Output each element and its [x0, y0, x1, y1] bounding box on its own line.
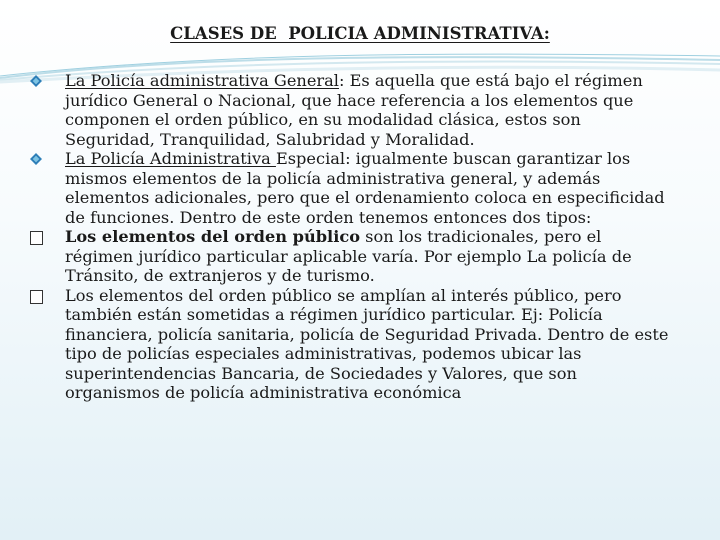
item-text: Especial: igualmente buscan garantizar los mismos elementos de la policía administrativa general, y además elementos adicionales, pero que el ordenamiento coloca en especificidad de funciones. Dentro de este orden tenemos entonces dos tipos: — [65, 149, 665, 227]
page-title-text: CLASES DE POLICIA ADMINISTRATIVA: — [170, 24, 550, 43]
list-item — [30, 227, 670, 286]
list-item — [30, 71, 670, 149]
item-term: La Policía administrativa General — [65, 71, 339, 90]
item-term: Los elementos del orden público — [65, 227, 361, 246]
content-list — [30, 71, 670, 403]
diamond-bullet-icon — [30, 71, 64, 90]
box-bullet-icon — [30, 286, 64, 305]
page-title — [0, 24, 720, 43]
list-item — [30, 286, 670, 403]
list-item — [30, 149, 670, 227]
item-text: Los elementos del orden público se amplían al interés público, pero también están sometidas a régimen jurídico particular. Ej: Policía financiera, policía sanitaria, policía de Seguridad Privada. Dentro de este tipo de policías especiales administrativas, podemos ubicar las superintendencias Bancaria, de Sociedades y Valores, que son organismos de policía administrativa económica — [65, 285, 669, 402]
diamond-bullet-icon — [30, 149, 64, 168]
item-text: : Es aquella que está bajo el régimen jurídico General o Nacional, que hace referencia a los elementos que componen el orden público, en su modalidad clásica, estos son Seguridad, Tranquilidad, Salubridad y Moralidad. — [65, 71, 643, 149]
item-text: son los tradicionales, pero el régimen jurídico particular aplicable varía. Por ejemplo La policía de Tránsito, de extranjeros y de turismo. — [65, 227, 632, 285]
item-term: La Policía Administrativa — [65, 149, 276, 168]
box-bullet-icon — [30, 227, 64, 246]
